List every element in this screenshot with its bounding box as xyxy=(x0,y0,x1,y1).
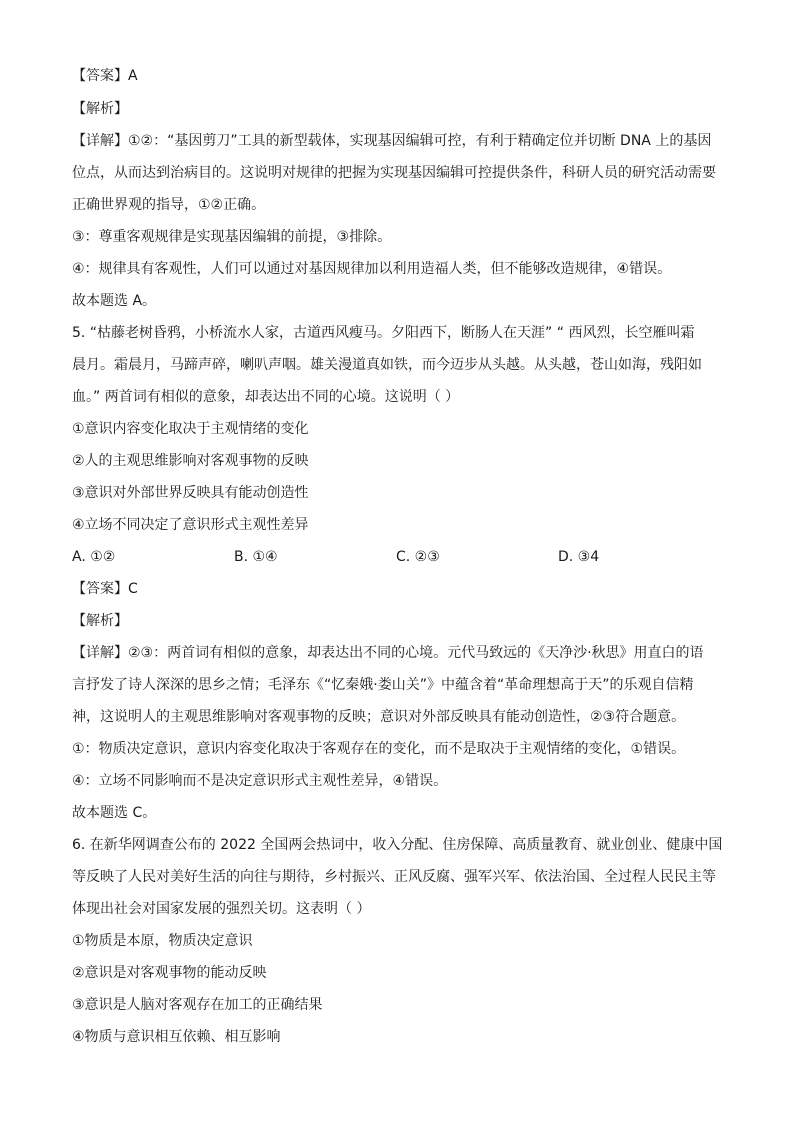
statement-item: ①物质是本原，物质决定意识 xyxy=(72,933,253,949)
statement-item: ③意识对外部世界反映具有能动创造性 xyxy=(72,485,309,501)
option-b: B. ①④ xyxy=(234,549,278,565)
statement-item: ④物质与意识相互依赖、相互影响 xyxy=(72,1029,281,1045)
analysis-label: 【解析】 xyxy=(72,613,128,629)
question-stem: 6. 在新华网调查公布的 2022 全国两会热词中，收入分配、住房保障、高质量教育、就业创业、健康中国 xyxy=(72,837,723,853)
explanation-line: 言抒发了诗人深深的思乡之情；毛泽东《“忆秦娥·娄山关”》中蕴含着“革命理想高于天”的乐观自信精 xyxy=(72,677,694,693)
explanation-line: 正确世界观的指导，①②正确。 xyxy=(72,197,266,213)
question-stem: 体现出社会对国家发展的强烈关切。这表明（ ） xyxy=(72,901,371,917)
question-stem: 晨月。霜晨月，马蹄声碎，喇叭声咽。雄关漫道真如铁，而今迈步从头越。从头越，苍山如海，残阳如 xyxy=(72,357,702,373)
explanation-line: ③：尊重客观规律是实现基因编辑的前提，③排除。 xyxy=(72,229,392,245)
option-d: D. ③4 xyxy=(558,549,600,565)
explanation-line: ④：规律具有客观性，人们可以通过对基因规律加以利用造福人类，但不能够改造规律，④错误。 xyxy=(72,261,672,277)
question-stem: 血。” 两首词有相似的意象，却表达出不同的心境。这说明（ ） xyxy=(72,389,460,405)
option-c: C. ②③ xyxy=(396,549,440,565)
answer-label: 【答案】C xyxy=(72,581,138,597)
option-a: A. ①② xyxy=(72,549,116,565)
statement-item: ②人的主观思维影响对客观事物的反映 xyxy=(72,453,309,469)
explanation-line: 神，这说明人的主观思维影响对客观事物的反映；意识对外部反映具有能动创造性，②③符合题意。 xyxy=(72,709,686,725)
statement-item: ②意识是对客观事物的能动反映 xyxy=(72,965,267,981)
statement-item: ①意识内容变化取决于主观情绪的变化 xyxy=(72,421,309,437)
explanation-line: 【详解】①②：“基因剪刀”工具的新型载体，实现基因编辑可控，有利于精确定位并切断 DNA 上的基因 xyxy=(72,133,712,149)
explanation-line: ④：立场不同影响而不是决定意识形式主观性差异，④错误。 xyxy=(72,773,448,789)
conclusion-line: 故本题选 C。 xyxy=(72,805,157,821)
answer-label: 【答案】A xyxy=(72,68,138,84)
statement-item: ③意识是人脑对客观存在加工的正确结果 xyxy=(72,997,323,1013)
question-stem: 5. “枯藤老树昏鸦，小桥流水人家，古道西风瘦马。夕阳西下，断肠人在天涯” “ 西风烈，长空雁叫霜 xyxy=(72,325,695,341)
analysis-label: 【解析】 xyxy=(72,101,128,117)
question-stem: 等反映了人民对美好生活的向往与期待，乡村振兴、正风反腐、强军兴军、依法治国、全过程人民民主等 xyxy=(72,869,716,885)
statement-item: ④立场不同决定了意识形式主观性差异 xyxy=(72,517,309,533)
explanation-line: ①：物质决定意识，意识内容变化取决于客观存在的变化，而不是取决于主观情绪的变化，①错误。 xyxy=(72,741,686,757)
conclusion-line: 故本题选 A。 xyxy=(72,293,157,309)
explanation-line: 【详解】②③：两首词有相似的意象，却表达出不同的心境。元代马致远的《天净沙·秋思》用直白的语 xyxy=(72,645,704,661)
explanation-line: 位点，从而达到治病目的。这说明对规律的把握为实现基因编辑可控提供条件，科研人员的研究活动需要 xyxy=(72,165,716,181)
